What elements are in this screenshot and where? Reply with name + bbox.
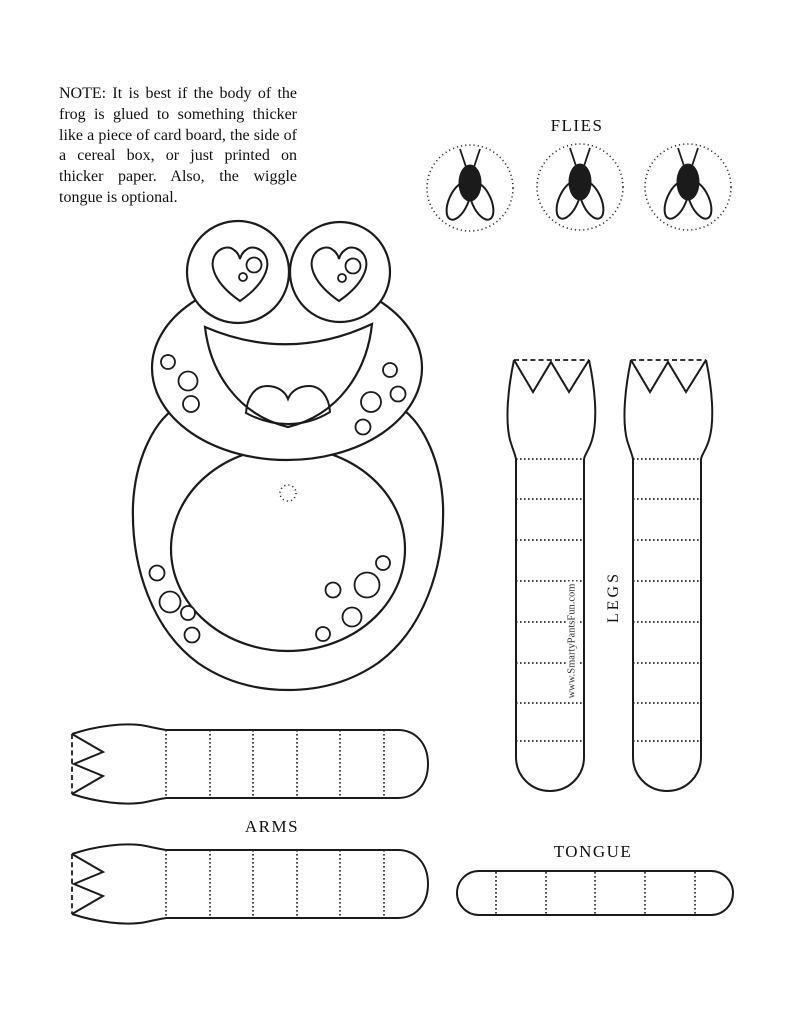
leg-cutout-left [507,360,595,791]
website-credit: www.SmartyPantsFun.com [566,583,578,699]
instructions-note: NOTE: It is best if the body of the frog is glued to something thicker like a piece of card board, the side of a cereal box, or just printed on thicker paper. Also, the wiggle tongue is optional. [59,85,297,206]
flies-group [427,144,731,231]
fly-cutout-2 [537,144,623,230]
frog-cutout [133,221,443,690]
arms-section-label: ARMS [244,817,300,836]
eye-left [187,221,289,323]
arm-cutout-bottom [72,844,428,923]
fly-cutout-3 [645,144,731,230]
belly-circle [171,447,405,651]
leg-cutout-right [624,360,712,791]
fly-cutout-1 [427,145,513,231]
tongue-group [457,871,733,915]
flies-section-label: FLIES [550,116,604,135]
tongue-section-label: TONGUE [553,842,633,861]
tongue-fold-lines [496,872,695,914]
legs-section-label: LEGS [605,571,622,623]
arm-cutout-top [72,724,428,803]
eye-right [290,222,390,322]
